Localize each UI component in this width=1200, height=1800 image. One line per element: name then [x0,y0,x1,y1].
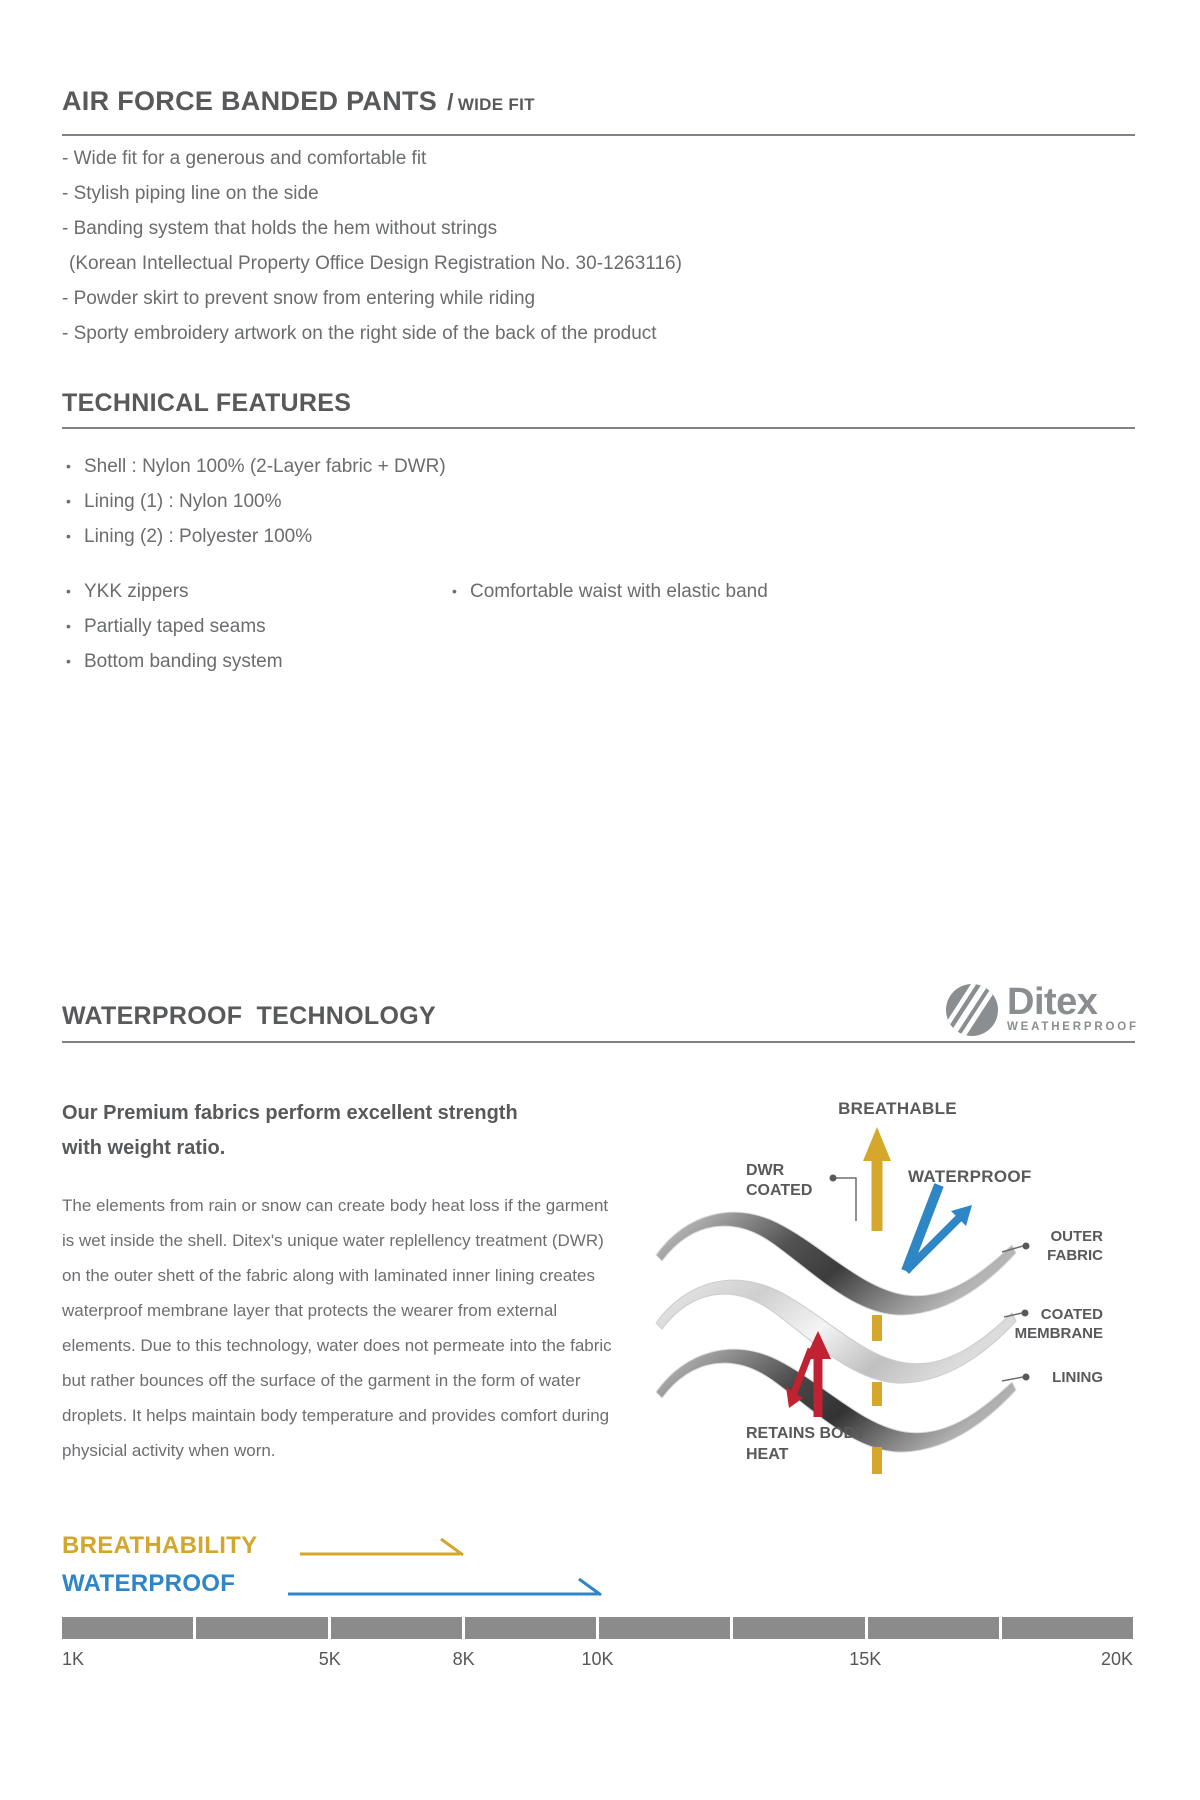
fabric-layers-graphic [650,1085,1145,1485]
breathability-arrow-icon [300,1536,478,1558]
material-item [66,449,446,484]
label-retains-body-heat: RETAINS BODY HEAT [746,1425,866,1463]
title-separator: / [447,89,454,115]
bullet-icon: • [66,653,71,669]
scale-label-1k: 1K [62,1649,85,1669]
label-outer-fabric: OUTER FABRIC [1047,1228,1103,1264]
outer-fabric-layer [656,1212,1016,1315]
label-waterproof: WATERPROOF [908,1167,1032,1186]
fabric-diagram [650,1085,1145,1485]
product-name: AIR FORCE BANDED PANTS [62,86,438,116]
page-title [62,86,535,117]
waterproof-arrow-icon [286,1576,608,1598]
rating-scale-bar [62,1617,1133,1639]
scale-label-15k: 15K [849,1649,882,1669]
fit-label: WIDE FIT [457,95,535,114]
detail-item [452,574,768,609]
material-item [66,484,446,519]
bullet-icon: • [66,528,71,544]
scale-label-10k: 10K [581,1649,614,1669]
feature-item: - Stylish piping line on the side [62,183,319,204]
material-text: Shell : Nylon 100% (2-Layer fabric + DWR) [84,456,446,477]
bullet-icon: • [66,458,71,474]
materials-list [66,449,446,554]
waterproof-perf-label: WATERPROOF [62,1570,236,1597]
detail-text: Bottom banding system [84,651,283,672]
feature-item: - Powder skirt to prevent snow from entering while riding [62,288,536,309]
waterproof-subheading [62,1096,622,1166]
scale-segment [733,1617,864,1639]
scale-label-8k: 8K [452,1649,475,1669]
brand-tagline: WEATHERPROOF [1007,1021,1139,1033]
detail-text: Partially taped seams [84,616,266,637]
feature-item: - Wide fit for a generous and comfortable fit [62,148,427,169]
rating-scale-labels [62,1649,1133,1671]
scale-label-20k: 20K [1100,1649,1133,1669]
scale-label-5k: 5K [318,1649,341,1669]
scale-segment [599,1617,730,1639]
breathability-label: BREATHABILITY [62,1532,258,1559]
brand-name: Ditex [1007,981,1098,1023]
detail-item [66,644,283,679]
detail-item [66,609,283,644]
feature-item: - Sporty embroidery artwork on the right side of the back of the product [62,323,657,344]
subheading-line: Our Premium fabrics perform excellent strength [62,1102,518,1124]
details-left-list [66,574,283,679]
technical-underline [62,427,1135,429]
bullet-icon: • [66,583,71,599]
brand-text [1007,981,1139,1033]
waterproof-arrow [906,1185,972,1271]
bullet-icon: • [66,493,71,509]
detail-text: YKK zippers [84,581,189,602]
label-dwr-coated: DWR COATED [746,1162,813,1199]
scale-segment [465,1617,596,1639]
feature-item-registration: (Korean Intellectual Property Office Design Registration No. 30-1263116) [69,253,682,274]
waterproof-underline [62,1041,1135,1043]
subheading-line: with weight ratio. [62,1137,226,1159]
detail-text: Comfortable waist with elastic band [470,581,768,602]
bullet-icon: • [452,583,457,599]
feature-list [62,141,682,351]
scale-segment [62,1617,193,1639]
scale-segment [196,1617,327,1639]
details-right-list [452,574,768,609]
feature-item: - Banding system that holds the hem without strings [62,218,498,239]
label-lining: LINING [1052,1369,1103,1386]
waterproof-description: The elements from rain or snow can create body heat loss if the garment is wet inside the shell. Ditex's unique water replellency treatment (DWR) on the outer shett of the fabric along with laminated inner lining creates waterproof membrane layer that protects the wearer from external elements. Due to this technology, water does not permeate into the fabric but rather bounces off the surface of the garment in the form of water droplets. It helps maintain body temperature and provides comfort during physicial activity when worn. [62,1196,617,1460]
scale-segment [868,1617,999,1639]
detail-item [66,574,283,609]
material-text: Lining (1) : Nylon 100% [84,491,282,512]
ditex-mark-icon [946,984,998,1036]
material-text: Lining (2) : Polyester 100% [84,526,313,547]
scale-segment [1002,1617,1133,1639]
brand-logo [946,981,1139,1036]
scale-segment [331,1617,462,1639]
waterproof-technology-heading: WATERPROOF TECHNOLOGY [62,1002,436,1030]
bullet-icon: • [66,618,71,634]
material-item [66,519,446,554]
label-breathable: BREATHABLE [838,1099,957,1118]
label-coated-membrane: COATED MEMBRANE [1014,1306,1103,1342]
title-underline [62,134,1135,136]
technical-features-heading: TECHNICAL FEATURES [62,389,352,417]
